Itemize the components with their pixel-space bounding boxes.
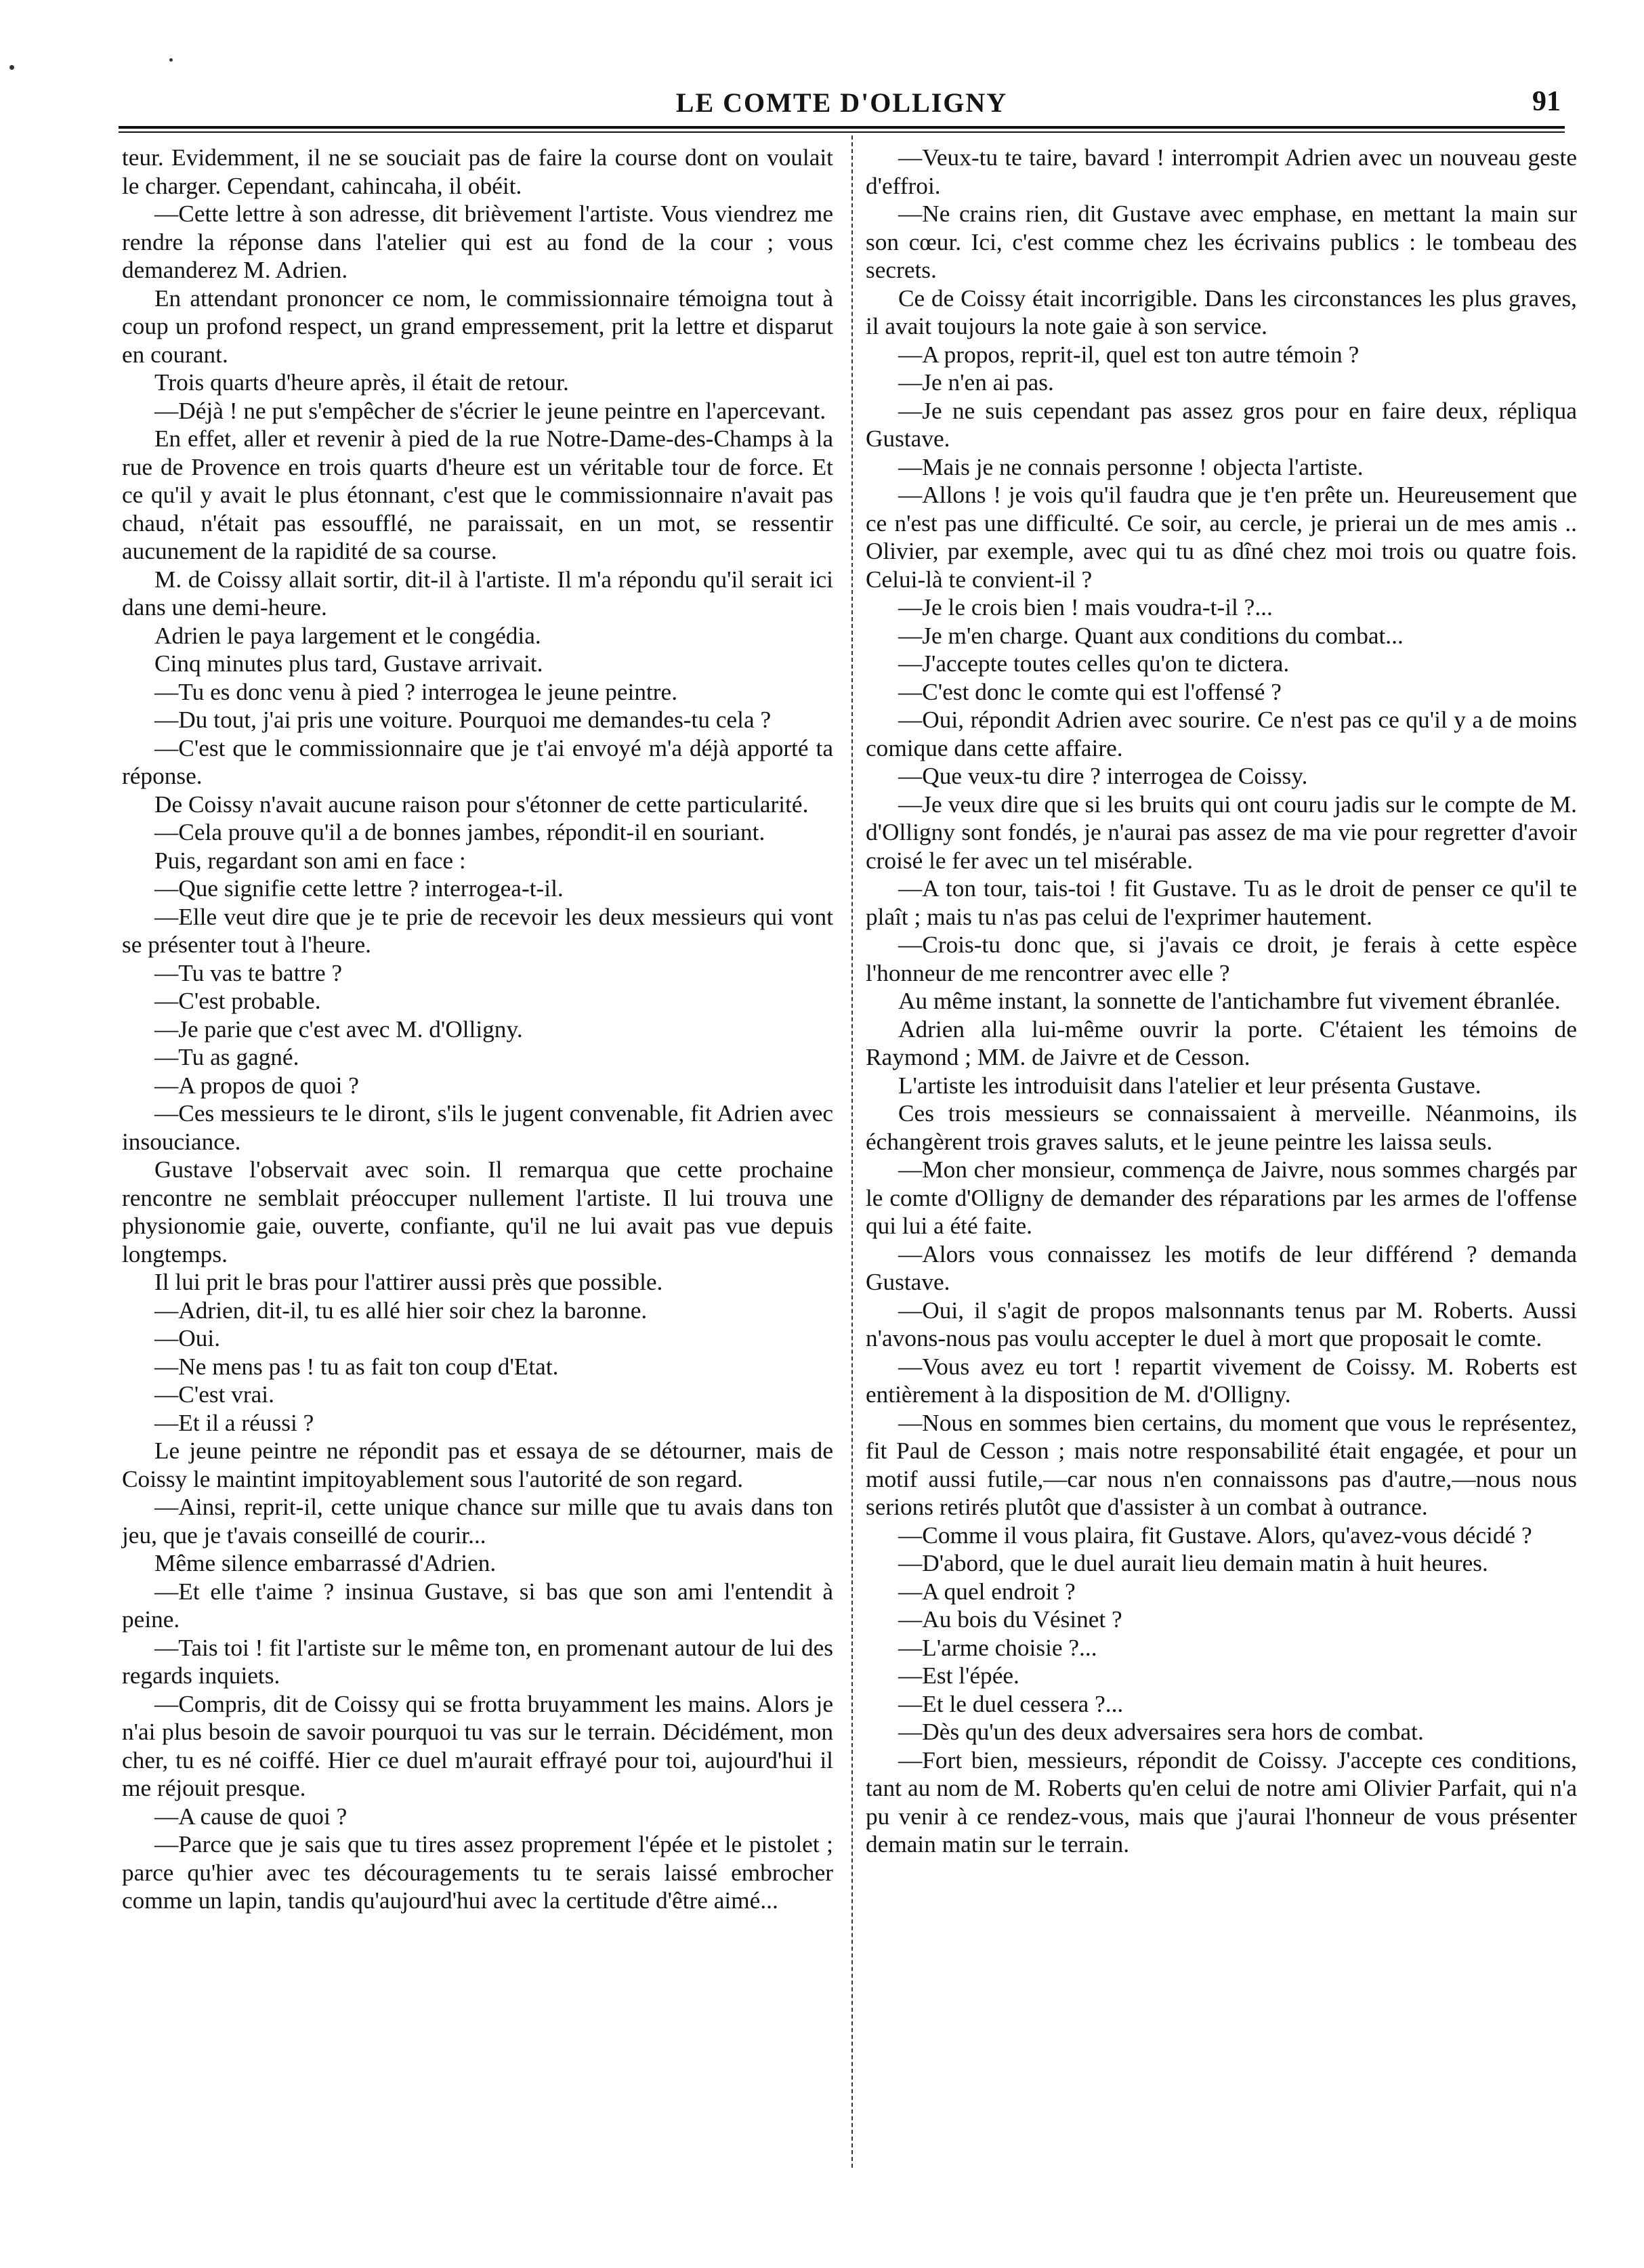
paragraph: —Mon cher monsieur, commença de Jaivre, nous sommes chargés par le comte d'Olligny de demander des réparations par les armes de l'offense qui lui a été faite. — [866, 1156, 1577, 1239]
paragraph: Au même instant, la sonnette de l'antichambre fut vivement ébranlée. — [898, 988, 1561, 1014]
paragraph: —Nous en sommes bien certains, du moment que vous le représentez, fit Paul de Cesson ; mais notre responsabilité était engagée, et pour un motif aussi futile,—car nous n'en connaissons pas d'autre,—nous nous serions retirés plutôt que d'assister à un combat à outrance. — [866, 1409, 1577, 1520]
page-number: 91 — [1532, 86, 1561, 117]
paragraph: —Ces messieurs te le diront, s'ils le jugent convenable, fit Adrien avec insouciance. — [122, 1100, 833, 1155]
paragraph: Même silence embarrassé d'Adrien. — [154, 1550, 497, 1576]
paragraph: —Adrien, dit-il, tu es allé hier soir chez la baronne. — [154, 1297, 648, 1324]
paragraph: —Cela prouve qu'il a de bonnes jambes, répondit-il en souriant. — [154, 819, 765, 845]
paragraph: Adrien alla lui-même ouvrir la porte. C'étaient les témoins de Raymond ; MM. de Jaivre et de Cesson. — [866, 1015, 1577, 1070]
paragraph: —Elle veut dire que je te prie de recevoir les deux messieurs qui vont se présenter tout à l'heure. — [122, 903, 833, 958]
paragraph: Cinq minutes plus tard, Gustave arrivait. — [154, 650, 543, 677]
paragraph: —Oui. — [154, 1325, 221, 1351]
paragraph: —Crois-tu donc que, si j'avais ce droit, je ferais à cette espèce l'honneur de me rencontrer avec elle ? — [866, 931, 1577, 986]
paragraph: En attendant prononcer ce nom, le commissionnaire témoigna tout à coup un profond respect, un grand empressement, prit la lettre et disparut en courant. — [122, 285, 833, 368]
paragraph: —Mais je ne connais personne ! objecta l'artiste. — [898, 453, 1364, 480]
paragraph: Puis, regardant son ami en face : — [154, 847, 466, 874]
paragraph: —D'abord, que le duel aurait lieu demain matin à huit heures. — [898, 1550, 1488, 1576]
paragraph: —L'arme choisie ?... — [898, 1634, 1097, 1661]
paragraph: —Est l'épée. — [898, 1662, 1019, 1689]
paragraph: —Ainsi, reprit-il, cette unique chance sur mille que tu avais dans ton jeu, que je t'avais conseillé de courir... — [122, 1494, 833, 1549]
paragraph: —Je parie que c'est avec M. d'Olligny. — [154, 1015, 523, 1043]
paragraph: —Parce que je sais que tu tires assez proprement l'épée et le pistolet ; parce qu'hier avec tes découragements tu te serais laissé embrocher comme un lapin, tandis qu'aujourd'hui avec la certitude d'être aimé... — [122, 1831, 833, 1914]
paragraph: —A propos de quoi ? — [154, 1072, 359, 1099]
paragraph: —Au bois du Vésinet ? — [898, 1606, 1122, 1633]
paragraph: —Et le duel cessera ?... — [898, 1690, 1124, 1717]
paragraph: —Tais toi ! fit l'artiste sur le même ton, en promenant autour de lui des regards inquiets. — [122, 1634, 833, 1689]
running-title: LE COMTE D'OLLIGNY — [675, 87, 1008, 118]
paragraph: —Dès qu'un des deux adversaires sera hors de combat. — [898, 1719, 1424, 1745]
paragraph: —Je ne suis cependant pas assez gros pour en faire deux, répliqua Gustave. — [866, 397, 1577, 452]
paragraph: —A propos, reprit-il, quel est ton autre témoin ? — [898, 341, 1360, 368]
paragraph: Le jeune peintre ne répondit pas et essaya de se détourner, mais de Coissy le maintint impitoyablement sous l'autorité de son regard. — [122, 1437, 833, 1492]
paragraph: Gustave l'observait avec soin. Il remarqua que cette prochaine rencontre ne semblait préoccuper nullement l'artiste. Il lui trouva une physionomie gaie, ouverte, confiante, qu'il ne lui avait pas vue depuis longtemps. — [122, 1156, 833, 1267]
paragraph: —Tu as gagné. — [154, 1044, 299, 1070]
paragraph: —Comme il vous plaira, fit Gustave. Alors, qu'avez-vous décidé ? — [898, 1521, 1532, 1549]
page-header — [119, 80, 1565, 121]
paragraph: —C'est donc le comte qui est l'offensé ? — [898, 678, 1282, 705]
paragraph: —Je le crois bien ! mais voudra-t-il ?... — [898, 594, 1273, 621]
paragraph: —Alors vous connaissez les motifs de leur différend ? demanda Gustave. — [866, 1240, 1577, 1295]
paragraph: —Et elle t'aime ? insinua Gustave, si bas que son ami l'entendit à peine. — [122, 1578, 833, 1633]
header-rule — [119, 126, 1565, 133]
paragraph: —Et il a réussi ? — [154, 1409, 314, 1436]
paragraph: —Allons ! je vois qu'il faudra que je t'en prête un. Heureusement que ce n'est pas une difficulté. Ce soir, au cercle, je prierai un de mes amis .. Olivier, par exemple, avec qui tu as dîné chez moi trois ou quatre fois. Celui-là te convient-il ? — [866, 482, 1577, 593]
paragraph: —Oui, répondit Adrien avec sourire. Ce n'est pas ce qu'il y a de moins comique dans cette affaire. — [866, 707, 1577, 761]
paragraph: Trois quarts d'heure après, il était de retour. — [154, 369, 569, 396]
paragraph: —Que signifie cette lettre ? interrogea-t-il. — [154, 875, 564, 902]
paragraph: —C'est probable. — [154, 988, 321, 1014]
paragraph: En effet, aller et revenir à pied de la rue Notre-Dame-des-Champs à la rue de Provence en trois quarts d'heure est un véritable tour de force. Et ce qu'il y avait le plus étonnant, c'est que le commissionnaire n'avait pas chaud, n'était pas essoufflé, ne paraissait, en un mot, se ressentir aucunement de la rapidité de sa course. — [122, 425, 833, 564]
scan-speck — [169, 58, 173, 62]
paragraph: —Que veux-tu dire ? interrogea de Coissy. — [898, 763, 1308, 789]
paragraph: —J'accepte toutes celles qu'on te dictera. — [898, 650, 1290, 677]
paragraph: teur. Evidemment, il ne se souciait pas de faire la course dont on voulait le charger. Cependant, cahincaha, il obéit. — [122, 144, 833, 199]
paragraph: —Du tout, j'ai pris une voiture. Pourquoi me demandes-tu cela ? — [154, 707, 772, 733]
paragraph: De Coissy n'avait aucune raison pour s'étonner de cette particularité. — [154, 791, 809, 818]
paragraph: —Ne mens pas ! tu as fait ton coup d'Etat. — [154, 1353, 559, 1380]
paragraph: —Compris, dit de Coissy qui se frotta bruyamment les mains. Alors je n'ai plus besoin de savoir pourquoi tu vas sur le terrain. Décidément, mon cher, tu es né coiffé. Hier ce duel m'aurait effrayé pour toi, aujourd'hui il me réjouit presque. — [122, 1690, 833, 1801]
paragraph: —Je veux dire que si les bruits qui ont couru jadis sur le compte de M. d'Olligny sont fondés, je n'aurai pas assez de ma vie pour regretter d'avoir croisé le fer avec un tel misérable. — [866, 791, 1577, 874]
paragraph: —A cause de quoi ? — [154, 1803, 347, 1830]
paragraph: —Tu es donc venu à pied ? interrogea le jeune peintre. — [154, 678, 678, 705]
paragraph: —Je n'en ai pas. — [898, 369, 1054, 396]
paragraph: L'artiste les introduisit dans l'atelier et leur présenta Gustave. — [898, 1072, 1481, 1099]
paragraph: —Je m'en charge. Quant aux conditions du combat... — [898, 622, 1404, 649]
paragraph: —Ne crains rien, dit Gustave avec emphase, en mettant la main sur son cœur. Ici, c'est comme chez les écrivains publics : le tombeau des secrets. — [866, 201, 1577, 283]
paragraph: Il lui prit le bras pour l'attirer aussi près que possible. — [154, 1269, 663, 1295]
paragraph: —Tu vas te battre ? — [154, 959, 343, 986]
paragraph: —Fort bien, messieurs, répondit de Coissy. J'accepte ces conditions, tant au nom de M. Roberts qu'en celui de notre ami Olivier Parfait, qui n'a pu venir à ce rendez-vous, mais que j'aurai l'honneur de vous présenter demain matin sur le terrain. — [866, 1746, 1577, 1857]
paragraph: Ce de Coissy était incorrigible. Dans les circonstances les plus graves, il avait toujours la note gaie à son service. — [866, 285, 1577, 339]
paragraph: Ces trois messieurs se connaissaient à merveille. Néanmoins, ils échangèrent trois graves saluts, et le jeune peintre les laissa seuls. — [866, 1100, 1577, 1155]
paragraph: M. de Coissy allait sortir, dit-il à l'artiste. Il m'a répondu qu'il serait ici dans une demi-heure. — [122, 566, 833, 621]
scan-speck — [9, 65, 14, 70]
paragraph: —Veux-tu te taire, bavard ! interrompit Adrien avec un nouveau geste d'effroi. — [866, 144, 1577, 199]
paragraph: —Vous avez eu tort ! repartit vivement de Coissy. M. Roberts est entièrement à la disposition de M. d'Olligny. — [866, 1353, 1577, 1408]
left-column — [122, 144, 833, 1915]
paragraph: —C'est vrai. — [154, 1381, 274, 1408]
paragraph: —A quel endroit ? — [898, 1578, 1076, 1605]
paragraph: —Oui, il s'agit de propos malsonnants tenus par M. Roberts. Aussi n'avons-nous pas voulu accepter le duel à mort que proposait le comte. — [866, 1297, 1577, 1351]
column-divider — [851, 135, 853, 2168]
right-column — [866, 144, 1577, 1859]
paragraph: Adrien le paya largement et le congédia. — [154, 622, 541, 649]
paragraph: —C'est que le commissionnaire que je t'ai envoyé m'a déjà apporté ta réponse. — [122, 734, 833, 789]
paragraph: —Cette lettre à son adresse, dit brièvement l'artiste. Vous viendrez me rendre la réponse dans l'atelier qui est au fond de la cour ; vous demanderez M. Adrien. — [122, 201, 833, 283]
paragraph: —Déjà ! ne put s'empêcher de s'écrier le jeune peintre en l'apercevant. — [154, 397, 826, 424]
paragraph: —A ton tour, tais-toi ! fit Gustave. Tu as le droit de penser ce qu'il te plaît ; mais tu n'as pas celui de l'exprimer hautement. — [866, 875, 1577, 930]
